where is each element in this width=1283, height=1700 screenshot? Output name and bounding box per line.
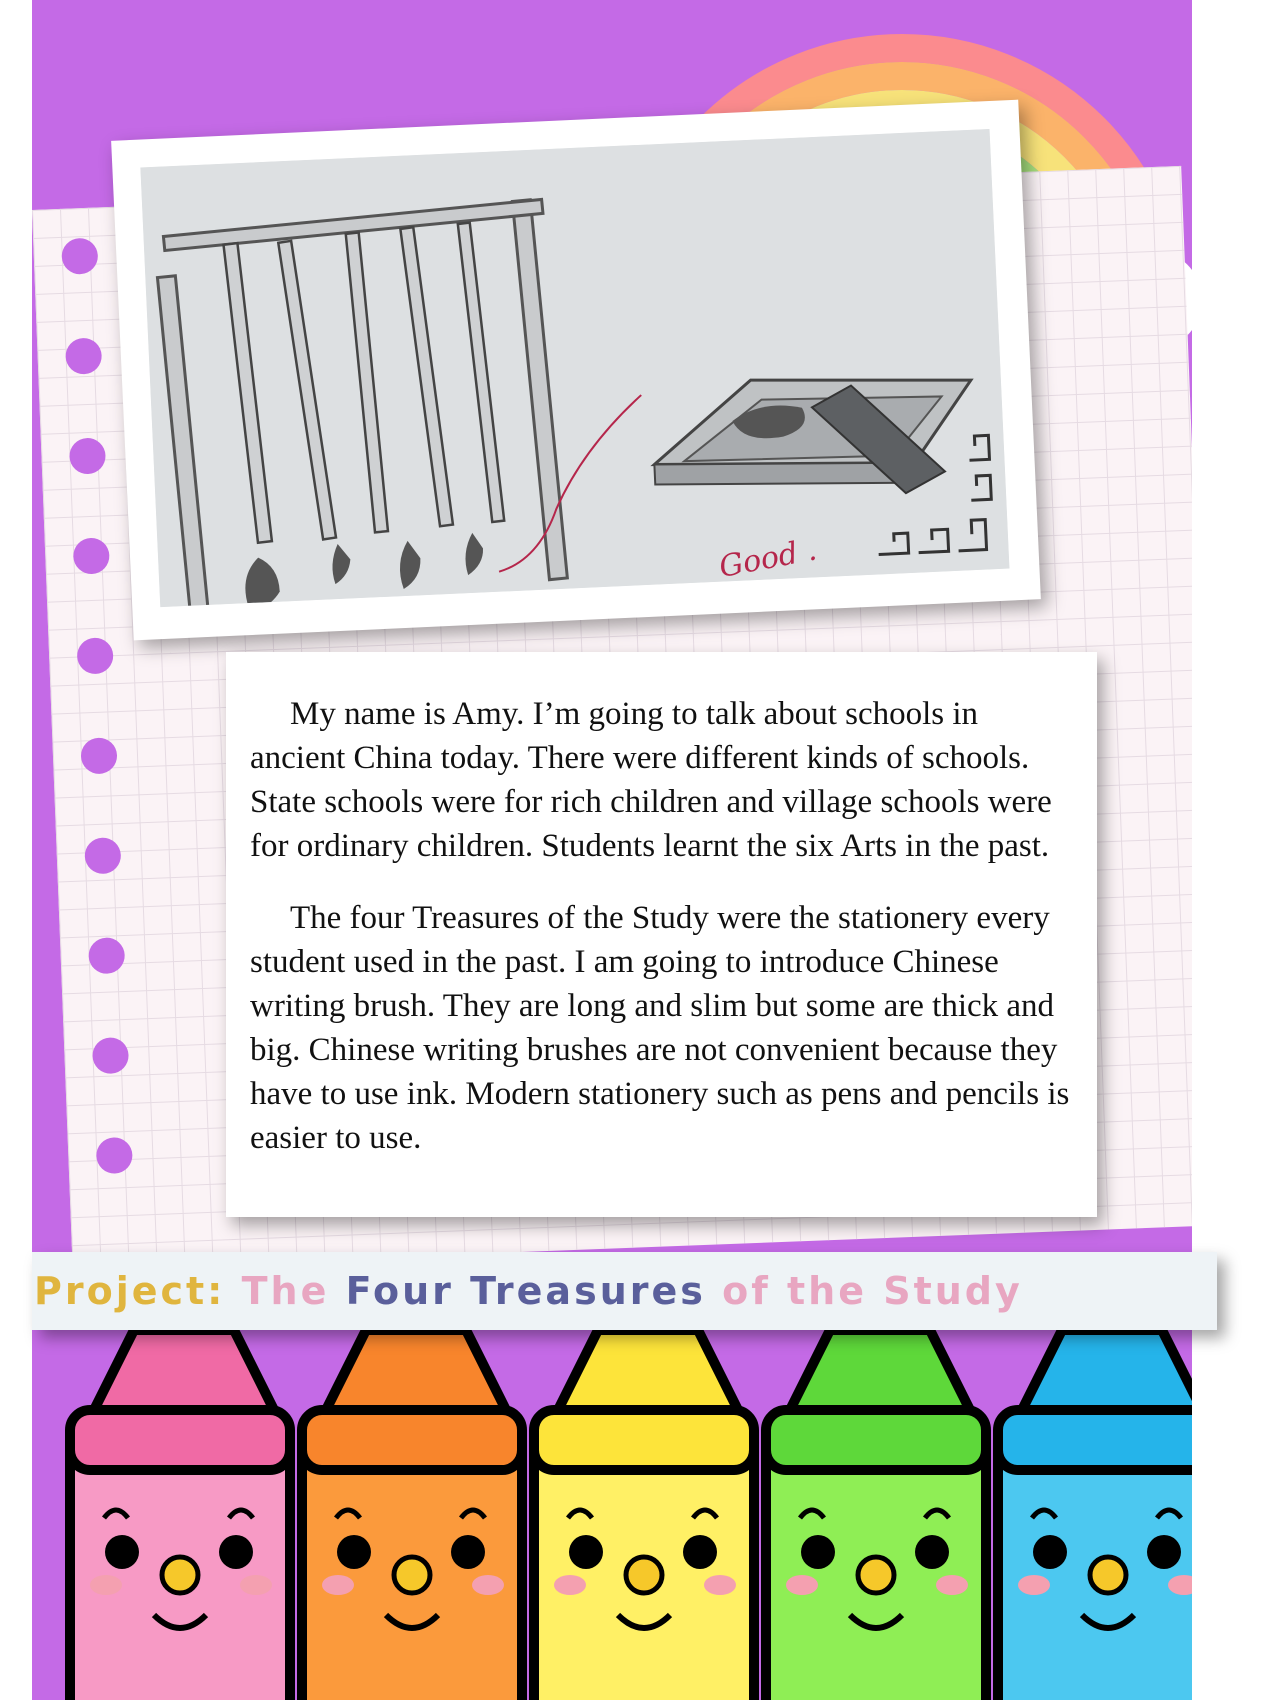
banner-word-treasures: Treasures xyxy=(470,1269,706,1313)
crayon-face-icon xyxy=(998,1330,1192,1700)
crayon-face-icon xyxy=(70,1330,290,1700)
brush-rack-drawing xyxy=(140,129,1009,607)
crayon-face-icon xyxy=(534,1330,754,1700)
banner-word-study: Study xyxy=(883,1269,1023,1313)
crayon-border xyxy=(64,1330,1192,1700)
page-background xyxy=(32,0,1192,1700)
banner-word-four: Four xyxy=(345,1269,454,1313)
banner-word-of-the: of the xyxy=(722,1269,867,1313)
project-banner xyxy=(32,1252,1217,1330)
crayon-face-icon xyxy=(766,1330,986,1700)
banner-word-the: The xyxy=(241,1269,330,1313)
paragraph-2: The four Treasures of the Study were the stationery every student used in the past. I am going to introduce Chinese writing brush. They are long and slim but some are thick and big. Chinese writing brushes are not convenient because they have to use ink. Modern stationery such as pens and pencils is easier to use. xyxy=(250,900,1070,1156)
crayon-face-icon xyxy=(302,1330,522,1700)
passage-card xyxy=(226,652,1097,1217)
paragraph-1: My name is Amy. I’m going to talk about schools in ancient China today. There were different kinds of schools. State schools were for rich children and village schools were for ordinary children. Students learnt the six Arts in the past. xyxy=(250,696,1052,864)
drawing-photo xyxy=(111,100,1041,641)
banner-project-label: Project: xyxy=(34,1269,226,1313)
pencil-drawing xyxy=(140,129,1009,607)
teacher-comment: Good . xyxy=(716,532,820,585)
